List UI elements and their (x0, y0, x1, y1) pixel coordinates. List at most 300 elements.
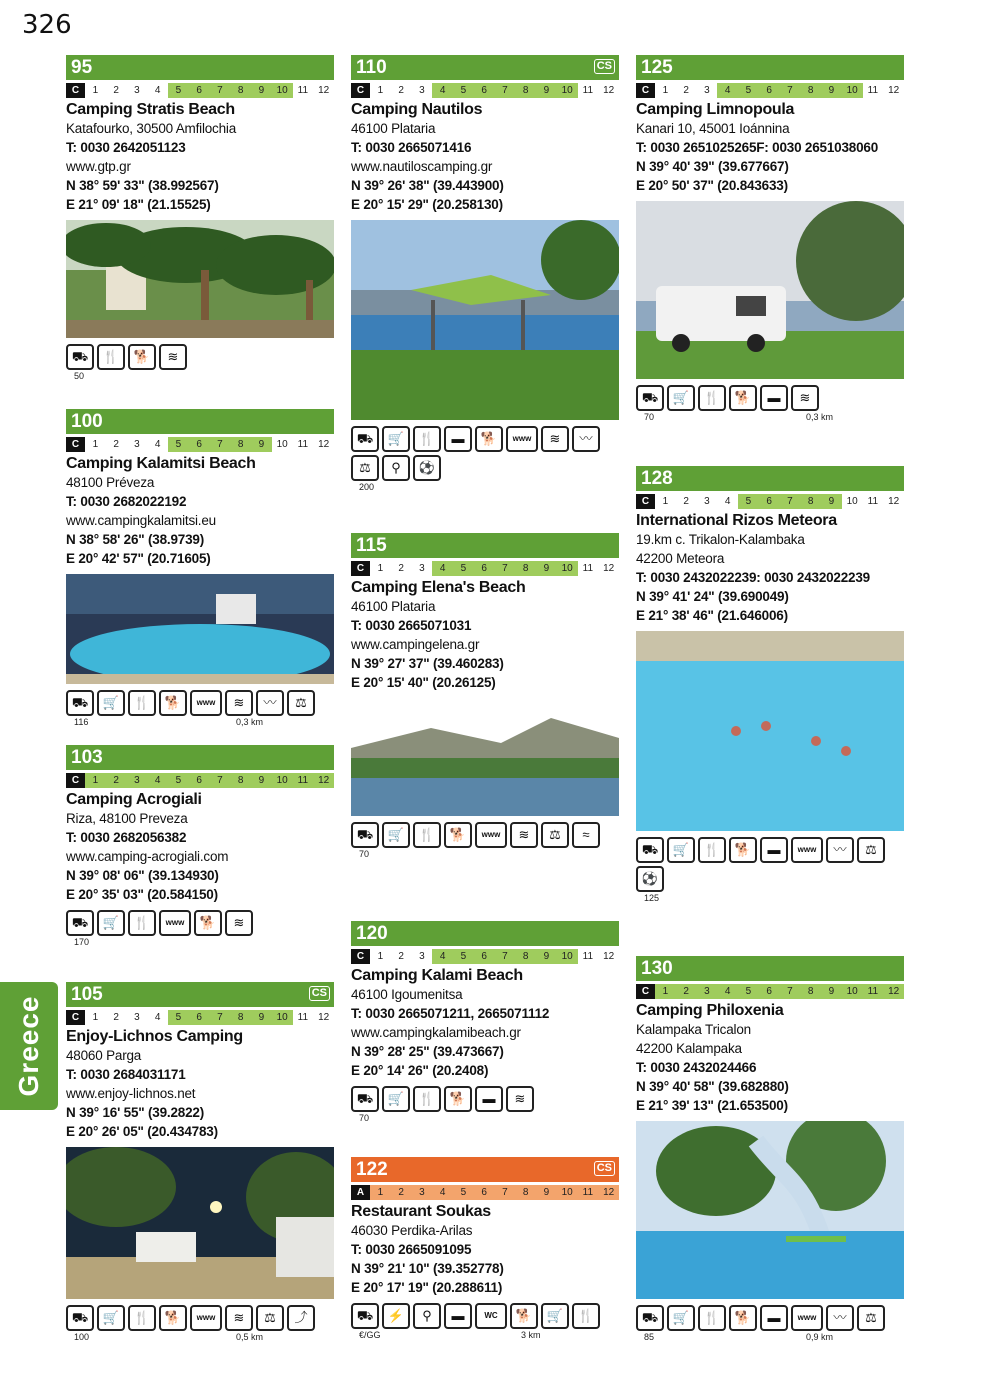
month-10: 10 (846, 496, 858, 507)
playground-icon: ⚖ (256, 1305, 284, 1331)
category-label: C (66, 1010, 85, 1025)
cart-icon: 🛒 (97, 690, 125, 716)
swim-icon: ≋ (541, 426, 569, 452)
entry-header (636, 55, 904, 80)
info-line: 46100 Plataria (351, 121, 436, 136)
month-2: 2 (106, 773, 127, 788)
info-line: N 39° 16' 55" (39.2822) (66, 1105, 205, 1120)
category-label: C (636, 984, 655, 999)
camp-name: Camping Stratis Beach (66, 101, 235, 118)
month-1: 1 (655, 984, 676, 999)
season-bar (66, 1010, 334, 1025)
cart-icon: 🛒 (382, 1086, 410, 1112)
entry-105 (66, 982, 334, 1344)
dog-icon: 🐕 (159, 690, 187, 716)
month-4: 4 (432, 83, 453, 98)
info-line: N 39° 26' 38" (39.443900) (351, 178, 504, 193)
amenity-icons (351, 1086, 619, 1112)
caravan-icon: ⛟ (351, 1086, 379, 1112)
category-label: C (66, 437, 85, 452)
month-10: 10 (557, 949, 578, 964)
month-4: 4 (154, 1012, 161, 1023)
info-line: 48060 Parga (66, 1048, 142, 1063)
dog-icon: 🐕 (729, 837, 757, 863)
month-7: 7 (495, 83, 516, 98)
page-number: 326 (22, 10, 72, 40)
month-6: 6 (474, 949, 495, 964)
entry-number: 120 (356, 923, 388, 944)
amenity-icons (351, 1303, 619, 1329)
season-bar (636, 83, 904, 98)
capacity-row (351, 849, 619, 861)
info-line: 46030 Perdika-Arilas (351, 1223, 473, 1238)
info-line: 42200 Kalampaka (636, 1041, 742, 1056)
category-label: C (636, 83, 655, 98)
month-6: 6 (189, 83, 210, 98)
month-7: 7 (780, 494, 801, 509)
season-bar (351, 1185, 619, 1200)
info-line: E 20° 15' 29" (20.258130) (351, 197, 503, 212)
dog-icon: 🐕 (444, 822, 472, 848)
month-11: 11 (293, 773, 314, 788)
info-line: N 39° 40' 58" (39.682880) (636, 1079, 789, 1094)
month-8: 8 (515, 1185, 536, 1200)
month-12: 12 (883, 984, 904, 999)
capacity-row (636, 1332, 904, 1344)
month-11: 11 (297, 439, 309, 450)
info-line: N 39° 40' 39" (39.677667) (636, 159, 789, 174)
capacity-row (636, 412, 904, 424)
dog-icon: 🐕 (444, 1086, 472, 1112)
playground-icon: ⚖ (287, 690, 315, 716)
month-1: 1 (377, 85, 384, 96)
info-line: N 39° 21' 10" (39.352778) (351, 1261, 504, 1276)
month-3: 3 (134, 1012, 140, 1023)
month-3: 3 (419, 85, 425, 96)
month-9: 9 (536, 949, 557, 964)
dog-icon: 🐕 (510, 1303, 538, 1329)
month-2: 2 (676, 984, 697, 999)
info-line: E 21° 09' 18" (21.15525) (66, 197, 211, 212)
entry-header (636, 956, 904, 981)
swim-icon: ≋ (225, 910, 253, 936)
category-label: C (351, 949, 370, 964)
capacity-left: 170 (74, 937, 90, 947)
month-10: 10 (842, 984, 863, 999)
capacity-right: 0,3 km (236, 717, 264, 727)
category-label: C (66, 773, 85, 788)
camp-photo (636, 631, 904, 831)
month-7: 7 (495, 1185, 516, 1200)
season-bar (351, 949, 619, 964)
month-3: 3 (419, 951, 425, 962)
month-4: 4 (432, 949, 453, 964)
info-line: E 20° 14' 26" (20.2408) (351, 1063, 489, 1078)
month-1: 1 (92, 439, 99, 450)
caravan-icon: ⛟ (66, 690, 94, 716)
month-8: 8 (800, 83, 821, 98)
info-line: T: 0030 2665071416 (351, 140, 472, 155)
capacity-row (351, 1330, 619, 1342)
info-line: E 20° 15' 40" (20.26125) (351, 675, 496, 690)
capacity-row (351, 1113, 619, 1125)
month-3: 3 (134, 85, 140, 96)
info-line: N 38° 58' 26" (38.9739) (66, 532, 205, 547)
month-8: 8 (515, 949, 536, 964)
camp-name: Enjoy-Lichnos Camping (66, 1028, 243, 1045)
month-10: 10 (842, 83, 863, 98)
info-line: www.enjoy-lichnos.net (66, 1086, 196, 1101)
dog-icon: 🐕 (194, 910, 222, 936)
month-9: 9 (536, 1185, 557, 1200)
month-5: 5 (453, 1185, 474, 1200)
shower-icon: ▬ (760, 837, 788, 863)
camp-name: Camping Elena's Beach (351, 579, 526, 596)
info-line: N 39° 27' 37" (39.460283) (351, 656, 504, 671)
month-3: 3 (127, 773, 148, 788)
swim-icon: ≋ (159, 344, 187, 370)
playground-icon: ⚖ (351, 455, 379, 481)
capacity-row (636, 893, 904, 905)
info-line: www.camping-acrogiali.com (66, 849, 229, 864)
info-line: N 39° 28' 25" (39.473667) (351, 1044, 504, 1059)
camp-name: Camping Kalamitsi Beach (66, 455, 256, 472)
month-6: 6 (189, 437, 210, 452)
month-9: 9 (251, 1010, 272, 1025)
playground-icon: ⚖ (857, 1305, 885, 1331)
capacity-row (66, 717, 334, 729)
info-line: 19.km c. Trikalon-Kalambaka (636, 532, 805, 547)
month-12: 12 (318, 439, 330, 450)
amenity-icons (351, 426, 619, 481)
cutlery-icon: 🍴 (413, 426, 441, 452)
entry-95 (66, 55, 334, 383)
info-line: Riza, 48100 Preveza (66, 811, 188, 826)
cutlery-icon: 🍴 (128, 690, 156, 716)
entry-header (66, 55, 334, 80)
capacity-right: 0,9 km (806, 1332, 834, 1342)
month-4: 4 (717, 83, 738, 98)
category-label: C (351, 83, 370, 98)
shower-icon: ▬ (760, 1305, 788, 1331)
month-11: 11 (578, 1185, 599, 1200)
info-line: T: 0030 2682056382 (66, 830, 187, 845)
month-5: 5 (168, 83, 189, 98)
camp-name: Restaurant Soukas (351, 1203, 491, 1220)
info-line: N 39° 41' 24" (39.690049) (636, 589, 789, 604)
capacity-left: 70 (359, 849, 370, 859)
camp-photo (636, 201, 904, 379)
month-8: 8 (515, 83, 536, 98)
season-bar (351, 561, 619, 576)
amenity-icons (66, 910, 334, 936)
cart-icon: 🛒 (97, 910, 125, 936)
month-1: 1 (662, 496, 669, 507)
swimmer-icon: 〰 (826, 1305, 854, 1331)
month-6: 6 (189, 773, 210, 788)
swim-icon: ≋ (510, 822, 538, 848)
entry-number: 103 (71, 747, 103, 768)
month-12: 12 (888, 85, 900, 96)
entry-120 (351, 921, 619, 1125)
month-2: 2 (398, 951, 404, 962)
entry-110 (351, 55, 619, 494)
www-icon: www (190, 690, 222, 716)
entry-103 (66, 745, 334, 949)
month-8: 8 (230, 773, 251, 788)
info-line: 48100 Préveza (66, 475, 155, 490)
camp-photo (66, 220, 334, 338)
month-4: 4 (154, 439, 161, 450)
info-line: T: 0030 2682022192 (66, 494, 187, 509)
dog-icon: 🐕 (729, 385, 757, 411)
info-line: 46100 Plataria (351, 599, 436, 614)
month-9: 9 (821, 984, 842, 999)
info-line: T: 0030 2665071211, 2665071112 (351, 1006, 550, 1021)
football-icon: ⚽ (413, 455, 441, 481)
month-6: 6 (759, 984, 780, 999)
month-1: 1 (377, 563, 384, 574)
camp-name: Camping Acrogiali (66, 791, 202, 808)
month-10: 10 (272, 1010, 293, 1025)
entry-number: 125 (641, 57, 673, 78)
entry-130 (636, 956, 904, 1344)
fishing-icon: ⤴ (287, 1305, 315, 1331)
month-1: 1 (662, 85, 669, 96)
month-7: 7 (210, 773, 231, 788)
info-line: T: 0030 2684031171 (66, 1067, 186, 1082)
swimmer-icon: 〰 (572, 426, 600, 452)
caravan-icon: ⛟ (636, 1305, 664, 1331)
month-11: 11 (582, 951, 594, 962)
entry-header (351, 921, 619, 946)
capacity-left: 70 (359, 1113, 370, 1123)
cs-badge: CS (309, 986, 330, 1001)
month-4: 4 (717, 984, 738, 999)
month-2: 2 (113, 1012, 119, 1023)
info-line: Kanari 10, 45001 Ioánnina (636, 121, 790, 136)
entry-122 (351, 1157, 619, 1342)
playground-icon: ⚖ (857, 837, 885, 863)
month-10: 10 (557, 561, 578, 576)
month-3: 3 (419, 563, 425, 574)
season-bar (66, 437, 334, 452)
camp-name: International Rizos Meteora (636, 512, 837, 529)
month-9: 9 (536, 83, 557, 98)
caravan-icon: ⛟ (636, 385, 664, 411)
entry-number: 105 (71, 984, 103, 1005)
month-1: 1 (85, 773, 106, 788)
entry-125 (636, 55, 904, 424)
swim-icon: ≋ (791, 385, 819, 411)
month-5: 5 (453, 83, 474, 98)
surf-icon: ≈ (572, 822, 600, 848)
dog-icon: 🐕 (729, 1305, 757, 1331)
info-line: N 39° 08' 06" (39.134930) (66, 868, 219, 883)
category-label: A (351, 1185, 370, 1200)
month-2: 2 (391, 1185, 412, 1200)
capacity-left: 100 (74, 1332, 90, 1342)
capacity-left: 200 (359, 482, 375, 492)
swim-icon: ≋ (506, 1086, 534, 1112)
capacity-right: 0,5 km (236, 1332, 264, 1342)
cs-badge: CS (594, 59, 615, 74)
cutlery-icon: 🍴 (698, 1305, 726, 1331)
entry-number: 115 (356, 535, 387, 556)
entry-115 (351, 533, 619, 861)
info-line: www.campingkalamibeach.gr (351, 1025, 521, 1040)
camp-photo (66, 1147, 334, 1299)
side-tab-label: Greece (13, 995, 44, 1097)
caravan-icon: ⛟ (66, 344, 94, 370)
info-line: www.campingkalamitsi.eu (66, 513, 216, 528)
category-label: C (636, 494, 655, 509)
cs-badge: CS (594, 1161, 615, 1176)
month-12: 12 (313, 773, 334, 788)
shower-icon: ▬ (475, 1086, 503, 1112)
www-icon: www (159, 910, 191, 936)
month-6: 6 (474, 561, 495, 576)
month-6: 6 (759, 83, 780, 98)
capacity-left: 85 (644, 1332, 655, 1342)
month-4: 4 (154, 85, 161, 96)
www-icon: www (475, 822, 507, 848)
entry-number: 122 (356, 1159, 388, 1180)
month-11: 11 (863, 984, 884, 999)
season-bar (66, 773, 334, 788)
cutlery-icon: 🍴 (413, 822, 441, 848)
entry-header (351, 533, 619, 558)
entry-header (351, 55, 619, 80)
capacity-right: 3 km (521, 1330, 541, 1340)
shower-icon: ▬ (760, 385, 788, 411)
category-label: C (66, 83, 85, 98)
shower-icon: ▬ (444, 1303, 472, 1329)
entry-number: 128 (641, 468, 673, 489)
tennis-icon: ⚲ (382, 455, 410, 481)
dog-icon: 🐕 (159, 1305, 187, 1331)
info-line: N 38° 59' 33" (38.992567) (66, 178, 219, 193)
info-line: T: 0030 2432022239: 0030 2432022239 (636, 570, 870, 585)
side-tab (0, 982, 58, 1110)
entry-header (66, 982, 334, 1007)
info-line: T: 0030 2665071031 (351, 618, 472, 633)
camp-name: Camping Limnopoula (636, 101, 795, 118)
month-2: 2 (113, 85, 119, 96)
dog-icon: 🐕 (475, 426, 503, 452)
capacity-left: 50 (74, 371, 85, 381)
info-line: E 21° 39' 13" (21.653500) (636, 1098, 788, 1113)
swimmer-icon: 〰 (256, 690, 284, 716)
info-line: T: 0030 2665091095 (351, 1242, 472, 1257)
month-5: 5 (738, 984, 759, 999)
month-12: 12 (603, 951, 615, 962)
capacity-left: 70 (644, 412, 655, 422)
month-4: 4 (147, 773, 168, 788)
amenity-icons (66, 690, 334, 716)
amenity-icons (636, 1305, 904, 1331)
month-12: 12 (603, 563, 615, 574)
month-6: 6 (474, 1185, 495, 1200)
month-8: 8 (230, 1010, 251, 1025)
season-bar (351, 83, 619, 98)
month-11: 11 (297, 85, 309, 96)
swim-icon: ≋ (225, 690, 253, 716)
month-12: 12 (598, 1185, 619, 1200)
cutlery-icon: 🍴 (128, 1305, 156, 1331)
amenity-icons (636, 837, 904, 892)
capacity-row (66, 1332, 334, 1344)
info-line: E 20° 42' 57" (20.71605) (66, 551, 211, 566)
info-line: 42200 Meteora (636, 551, 725, 566)
info-line: T: 0030 2432024466 (636, 1060, 757, 1075)
swim-icon: ≋ (225, 1305, 253, 1331)
football-icon: ⚽ (636, 866, 664, 892)
info-line: E 20° 35' 03" (20.584150) (66, 887, 218, 902)
entry-number: 100 (71, 411, 103, 432)
info-line: E 20° 50' 37" (20.843633) (636, 178, 788, 193)
capacity-row (66, 371, 334, 383)
month-7: 7 (210, 437, 231, 452)
info-line: www.gtp.gr (66, 159, 131, 174)
month-10: 10 (276, 439, 288, 450)
shower-icon: ▬ (444, 426, 472, 452)
month-9: 9 (251, 437, 272, 452)
camp-photo (351, 698, 619, 816)
info-line: T: 0030 2642051123 (66, 140, 186, 155)
cart-icon: 🛒 (97, 1305, 125, 1331)
season-bar (636, 984, 904, 999)
motorhome-icon: ⛟ (351, 1303, 379, 1329)
month-12: 12 (318, 1012, 330, 1023)
month-1: 1 (370, 1185, 391, 1200)
info-line: www.campingelena.gr (351, 637, 480, 652)
month-7: 7 (780, 984, 801, 999)
month-5: 5 (738, 494, 759, 509)
category-label: C (351, 561, 370, 576)
month-11: 11 (867, 496, 879, 507)
season-bar (66, 83, 334, 98)
cart-icon: 🛒 (667, 1305, 695, 1331)
caravan-icon: ⛟ (351, 822, 379, 848)
month-3: 3 (134, 439, 140, 450)
cart-icon: 🛒 (667, 385, 695, 411)
month-10: 10 (272, 83, 293, 98)
capacity-row (351, 482, 619, 494)
month-11: 11 (582, 85, 594, 96)
month-5: 5 (168, 1010, 189, 1025)
camp-photo (351, 220, 619, 420)
cutlery-icon: 🍴 (413, 1086, 441, 1112)
amenity-icons (66, 344, 334, 370)
month-2: 2 (683, 496, 689, 507)
month-3: 3 (704, 496, 710, 507)
month-10: 10 (557, 1185, 578, 1200)
month-8: 8 (515, 561, 536, 576)
entry-number: 110 (356, 57, 387, 78)
month-6: 6 (474, 83, 495, 98)
cart-icon: 🛒 (382, 822, 410, 848)
month-2: 2 (113, 439, 119, 450)
amenity-icons (636, 385, 904, 411)
www-icon: www (791, 1305, 823, 1331)
cart-icon: 🛒 (541, 1303, 569, 1329)
month-5: 5 (168, 773, 189, 788)
amenity-icons (66, 1305, 334, 1331)
caravan-icon: ⛟ (351, 426, 379, 452)
caravan-icon: ⛟ (66, 1305, 94, 1331)
caravan-icon: ⛟ (66, 910, 94, 936)
